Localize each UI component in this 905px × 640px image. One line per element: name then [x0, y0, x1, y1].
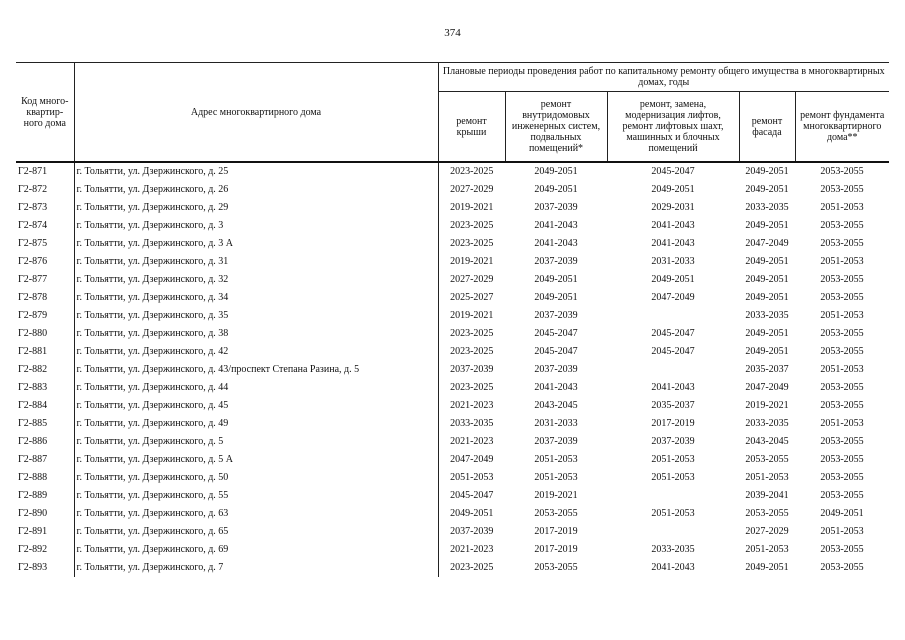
table-row [16, 487, 889, 505]
cell-roof: 2023-2025 [438, 559, 505, 577]
cell-foundation: 2051-2053 [820, 202, 864, 213]
header-code: Код много-квартир-ного дома [16, 63, 74, 163]
cell-foundation: 2053-2055 [820, 382, 864, 393]
cell-code: Г2-881 [18, 346, 48, 357]
cell-address: г. Тольятти, ул. Дзержинского, д. 3 [74, 217, 438, 235]
cell-code: Г2-886 [18, 436, 48, 447]
cell-address: г. Тольятти, ул. Дзержинского, д. 5 А [74, 451, 438, 469]
cell-code: Г2-879 [18, 310, 48, 321]
cell-address: г. Тольятти, ул. Дзержинского, д. 69 [74, 541, 438, 559]
table-row [16, 505, 889, 523]
cell-elevators: 2051-2053 [651, 508, 695, 519]
cell-elevators: 2017-2019 [651, 418, 695, 429]
cell-systems: 2037-2039 [534, 256, 578, 267]
cell-roof: 2023-2025 [438, 325, 505, 343]
cell-systems: 2031-2033 [534, 418, 578, 429]
cell-roof: 2021-2023 [438, 433, 505, 451]
table-row [16, 379, 889, 397]
cell-code: Г2-872 [18, 184, 48, 195]
cell-facade: 2043-2045 [745, 436, 789, 447]
cell-address: г. Тольятти, ул. Дзержинского, д. 65 [74, 523, 438, 541]
cell-address: г. Тольятти, ул. Дзержинского, д. 63 [74, 505, 438, 523]
cell-roof: 2023-2025 [438, 217, 505, 235]
table-row [16, 199, 889, 217]
cell-roof: 2021-2023 [438, 397, 505, 415]
cell-foundation: 2053-2055 [820, 436, 864, 447]
cell-systems: 2049-2051 [534, 292, 578, 303]
table-row [16, 433, 889, 451]
cell-address: г. Тольятти, ул. Дзержинского, д. 31 [74, 253, 438, 271]
cell-roof: 2047-2049 [438, 451, 505, 469]
table-row [16, 325, 889, 343]
table-row [16, 415, 889, 433]
cell-facade: 2027-2029 [745, 526, 789, 537]
cell-elevators: 2045-2047 [651, 328, 695, 339]
cell-address: г. Тольятти, ул. Дзержинского, д. 7 [74, 559, 438, 577]
cell-roof: 2033-2035 [438, 415, 505, 433]
cell-roof: 2025-2027 [438, 289, 505, 307]
cell-address: г. Тольятти, ул. Дзержинского, д. 49 [74, 415, 438, 433]
cell-foundation: 2049-2051 [820, 508, 864, 519]
table-body [16, 162, 889, 577]
cell-code: Г2-876 [18, 256, 48, 267]
header-elevators: ремонт, замена, модернизация лифтов, ремонт лифтовых шахт, машинных и блочных помещений [607, 92, 739, 163]
cell-code: Г2-890 [18, 508, 48, 519]
cell-address: г. Тольятти, ул. Дзержинского, д. 34 [74, 289, 438, 307]
cell-facade: 2033-2035 [745, 310, 789, 321]
cell-facade: 2033-2035 [745, 418, 789, 429]
cell-systems: 2043-2045 [534, 400, 578, 411]
cell-facade: 2049-2051 [745, 256, 789, 267]
cell-roof: 2023-2025 [438, 235, 505, 253]
cell-code: Г2-873 [18, 202, 48, 213]
cell-foundation: 2053-2055 [820, 544, 864, 555]
cell-roof: 2023-2025 [438, 379, 505, 397]
table-row [16, 541, 889, 559]
cell-foundation: 2051-2053 [820, 256, 864, 267]
cell-elevators: 2051-2053 [651, 454, 695, 465]
cell-address: г. Тольятти, ул. Дзержинского, д. 29 [74, 199, 438, 217]
cell-systems: 2049-2051 [534, 166, 578, 177]
cell-elevators: 2041-2043 [651, 220, 695, 231]
header-address: Адрес многоквартирного дома [74, 63, 438, 163]
table-row [16, 162, 889, 181]
cell-facade: 2049-2051 [745, 328, 789, 339]
cell-foundation: 2053-2055 [820, 346, 864, 357]
cell-code: Г2-871 [18, 166, 48, 177]
cell-address: г. Тольятти, ул. Дзержинского, д. 26 [74, 181, 438, 199]
cell-elevators: 2031-2033 [651, 256, 695, 267]
cell-elevators: 2049-2051 [651, 274, 695, 285]
cell-foundation: 2051-2053 [820, 418, 864, 429]
cell-elevators: 2045-2047 [651, 166, 695, 177]
table-row [16, 559, 889, 577]
cell-code: Г2-891 [18, 526, 48, 537]
cell-foundation: 2053-2055 [820, 562, 864, 573]
capital-repair-table [16, 62, 889, 577]
header-systems: ремонт внутридомовых инженерных систем, подвальных помещений* [505, 92, 607, 163]
cell-facade: 2049-2051 [745, 184, 789, 195]
cell-foundation: 2051-2053 [820, 526, 864, 537]
table-row [16, 451, 889, 469]
cell-foundation: 2053-2055 [820, 220, 864, 231]
table-row [16, 271, 889, 289]
cell-facade: 2049-2051 [745, 274, 789, 285]
cell-address: г. Тольятти, ул. Дзержинского, д. 55 [74, 487, 438, 505]
table-row [16, 343, 889, 361]
cell-elevators: 2041-2043 [651, 238, 695, 249]
cell-foundation: 2053-2055 [820, 238, 864, 249]
cell-elevators: 2049-2051 [651, 184, 695, 195]
table-row [16, 361, 889, 379]
cell-roof: 2023-2025 [438, 343, 505, 361]
cell-code: Г2-875 [18, 238, 48, 249]
table-row [16, 469, 889, 487]
cell-facade: 2051-2053 [745, 544, 789, 555]
cell-facade: 2053-2055 [745, 508, 789, 519]
cell-systems: 2053-2055 [534, 562, 578, 573]
cell-roof: 2027-2029 [438, 271, 505, 289]
cell-address: г. Тольятти, ул. Дзержинского, д. 45 [74, 397, 438, 415]
cell-foundation: 2053-2055 [820, 328, 864, 339]
table-row [16, 235, 889, 253]
cell-roof: 2045-2047 [438, 487, 505, 505]
cell-code: Г2-877 [18, 274, 48, 285]
cell-address: г. Тольятти, ул. Дзержинского, д. 42 [74, 343, 438, 361]
cell-systems: 2041-2043 [534, 238, 578, 249]
cell-elevators: 2047-2049 [651, 292, 695, 303]
cell-systems: 2017-2019 [534, 526, 578, 537]
cell-elevators [607, 523, 739, 541]
cell-code: Г2-888 [18, 472, 48, 483]
table-row [16, 307, 889, 325]
cell-facade: 2047-2049 [745, 238, 789, 249]
header-periods-group: Плановые периоды проведения работ по капитальному ремонту общего имущества в многоквартирных домах, годы [438, 63, 889, 92]
header-foundation: ремонт фундамента многоквартирного дома** [795, 92, 889, 163]
cell-address: г. Тольятти, ул. Дзержинского, д. 5 [74, 433, 438, 451]
cell-systems: 2037-2039 [534, 310, 578, 321]
cell-address: г. Тольятти, ул. Дзержинского, д. 25 [74, 162, 438, 181]
cell-elevators: 2035-2037 [651, 400, 695, 411]
cell-address: г. Тольятти, ул. Дзержинского, д. 32 [74, 271, 438, 289]
cell-code: Г2-878 [18, 292, 48, 303]
cell-roof: 2037-2039 [438, 361, 505, 379]
cell-foundation: 2053-2055 [820, 166, 864, 177]
cell-elevators [607, 307, 739, 325]
cell-facade: 2033-2035 [745, 202, 789, 213]
cell-roof: 2023-2025 [438, 162, 505, 181]
cell-systems: 2051-2053 [534, 472, 578, 483]
cell-elevators: 2051-2053 [651, 472, 695, 483]
cell-roof: 2049-2051 [438, 505, 505, 523]
cell-code: Г2-893 [18, 562, 48, 573]
cell-facade: 2049-2051 [745, 346, 789, 357]
cell-roof: 2051-2053 [438, 469, 505, 487]
cell-roof: 2027-2029 [438, 181, 505, 199]
cell-foundation: 2051-2053 [820, 310, 864, 321]
cell-facade: 2049-2051 [745, 562, 789, 573]
cell-elevators: 2045-2047 [651, 346, 695, 357]
cell-address: г. Тольятти, ул. Дзержинского, д. 44 [74, 379, 438, 397]
cell-elevators: 2033-2035 [651, 544, 695, 555]
cell-code: Г2-874 [18, 220, 48, 231]
cell-systems: 2019-2021 [534, 490, 578, 501]
cell-elevators: 2029-2031 [651, 202, 695, 213]
cell-address: г. Тольятти, ул. Дзержинского, д. 50 [74, 469, 438, 487]
cell-foundation: 2053-2055 [820, 454, 864, 465]
cell-facade: 2051-2053 [745, 472, 789, 483]
cell-elevators [607, 361, 739, 379]
cell-code: Г2-883 [18, 382, 48, 393]
cell-roof: 2019-2021 [438, 253, 505, 271]
table-row [16, 181, 889, 199]
cell-systems: 2051-2053 [534, 454, 578, 465]
cell-address: г. Тольятти, ул. Дзержинского, д. 43/проспект Степана Разина, д. 5 [74, 361, 438, 379]
cell-foundation: 2053-2055 [820, 400, 864, 411]
cell-systems: 2017-2019 [534, 544, 578, 555]
cell-facade: 2049-2051 [745, 166, 789, 177]
table-row [16, 397, 889, 415]
cell-facade: 2049-2051 [745, 292, 789, 303]
cell-systems: 2045-2047 [534, 328, 578, 339]
page-number: 374 [444, 27, 461, 39]
cell-foundation: 2051-2053 [820, 364, 864, 375]
cell-systems: 2053-2055 [534, 508, 578, 519]
table-row [16, 253, 889, 271]
cell-facade: 2049-2051 [745, 220, 789, 231]
cell-foundation: 2053-2055 [820, 292, 864, 303]
cell-elevators [607, 487, 739, 505]
cell-elevators: 2041-2043 [651, 382, 695, 393]
cell-foundation: 2053-2055 [820, 184, 864, 195]
cell-roof: 2019-2021 [438, 199, 505, 217]
table-header [16, 63, 889, 163]
cell-code: Г2-887 [18, 454, 48, 465]
cell-code: Г2-880 [18, 328, 48, 339]
cell-systems: 2041-2043 [534, 220, 578, 231]
table-row [16, 523, 889, 541]
cell-roof: 2019-2021 [438, 307, 505, 325]
cell-facade: 2053-2055 [745, 454, 789, 465]
cell-systems: 2045-2047 [534, 346, 578, 357]
cell-foundation: 2053-2055 [820, 274, 864, 285]
cell-address: г. Тольятти, ул. Дзержинского, д. 3 А [74, 235, 438, 253]
cell-systems: 2037-2039 [534, 364, 578, 375]
cell-facade: 2047-2049 [745, 382, 789, 393]
cell-systems: 2041-2043 [534, 382, 578, 393]
table-row [16, 217, 889, 235]
cell-elevators: 2037-2039 [651, 436, 695, 447]
header-roof: ремонт крыши [438, 92, 505, 163]
cell-foundation: 2053-2055 [820, 490, 864, 501]
cell-foundation: 2053-2055 [820, 472, 864, 483]
cell-code: Г2-885 [18, 418, 48, 429]
cell-elevators: 2041-2043 [651, 562, 695, 573]
cell-systems: 2037-2039 [534, 202, 578, 213]
cell-address: г. Тольятти, ул. Дзержинского, д. 35 [74, 307, 438, 325]
cell-code: Г2-892 [18, 544, 48, 555]
cell-systems: 2037-2039 [534, 436, 578, 447]
cell-roof: 2021-2023 [438, 541, 505, 559]
header-facade: ремонт фасада [739, 92, 795, 163]
table-row [16, 289, 889, 307]
cell-facade: 2039-2041 [745, 490, 789, 501]
cell-facade: 2019-2021 [745, 400, 789, 411]
cell-systems: 2049-2051 [534, 184, 578, 195]
cell-code: Г2-882 [18, 364, 48, 375]
cell-address: г. Тольятти, ул. Дзержинского, д. 38 [74, 325, 438, 343]
cell-facade: 2035-2037 [745, 364, 789, 375]
cell-roof: 2037-2039 [438, 523, 505, 541]
cell-code: Г2-884 [18, 400, 48, 411]
cell-systems: 2049-2051 [534, 274, 578, 285]
cell-code: Г2-889 [18, 490, 48, 501]
